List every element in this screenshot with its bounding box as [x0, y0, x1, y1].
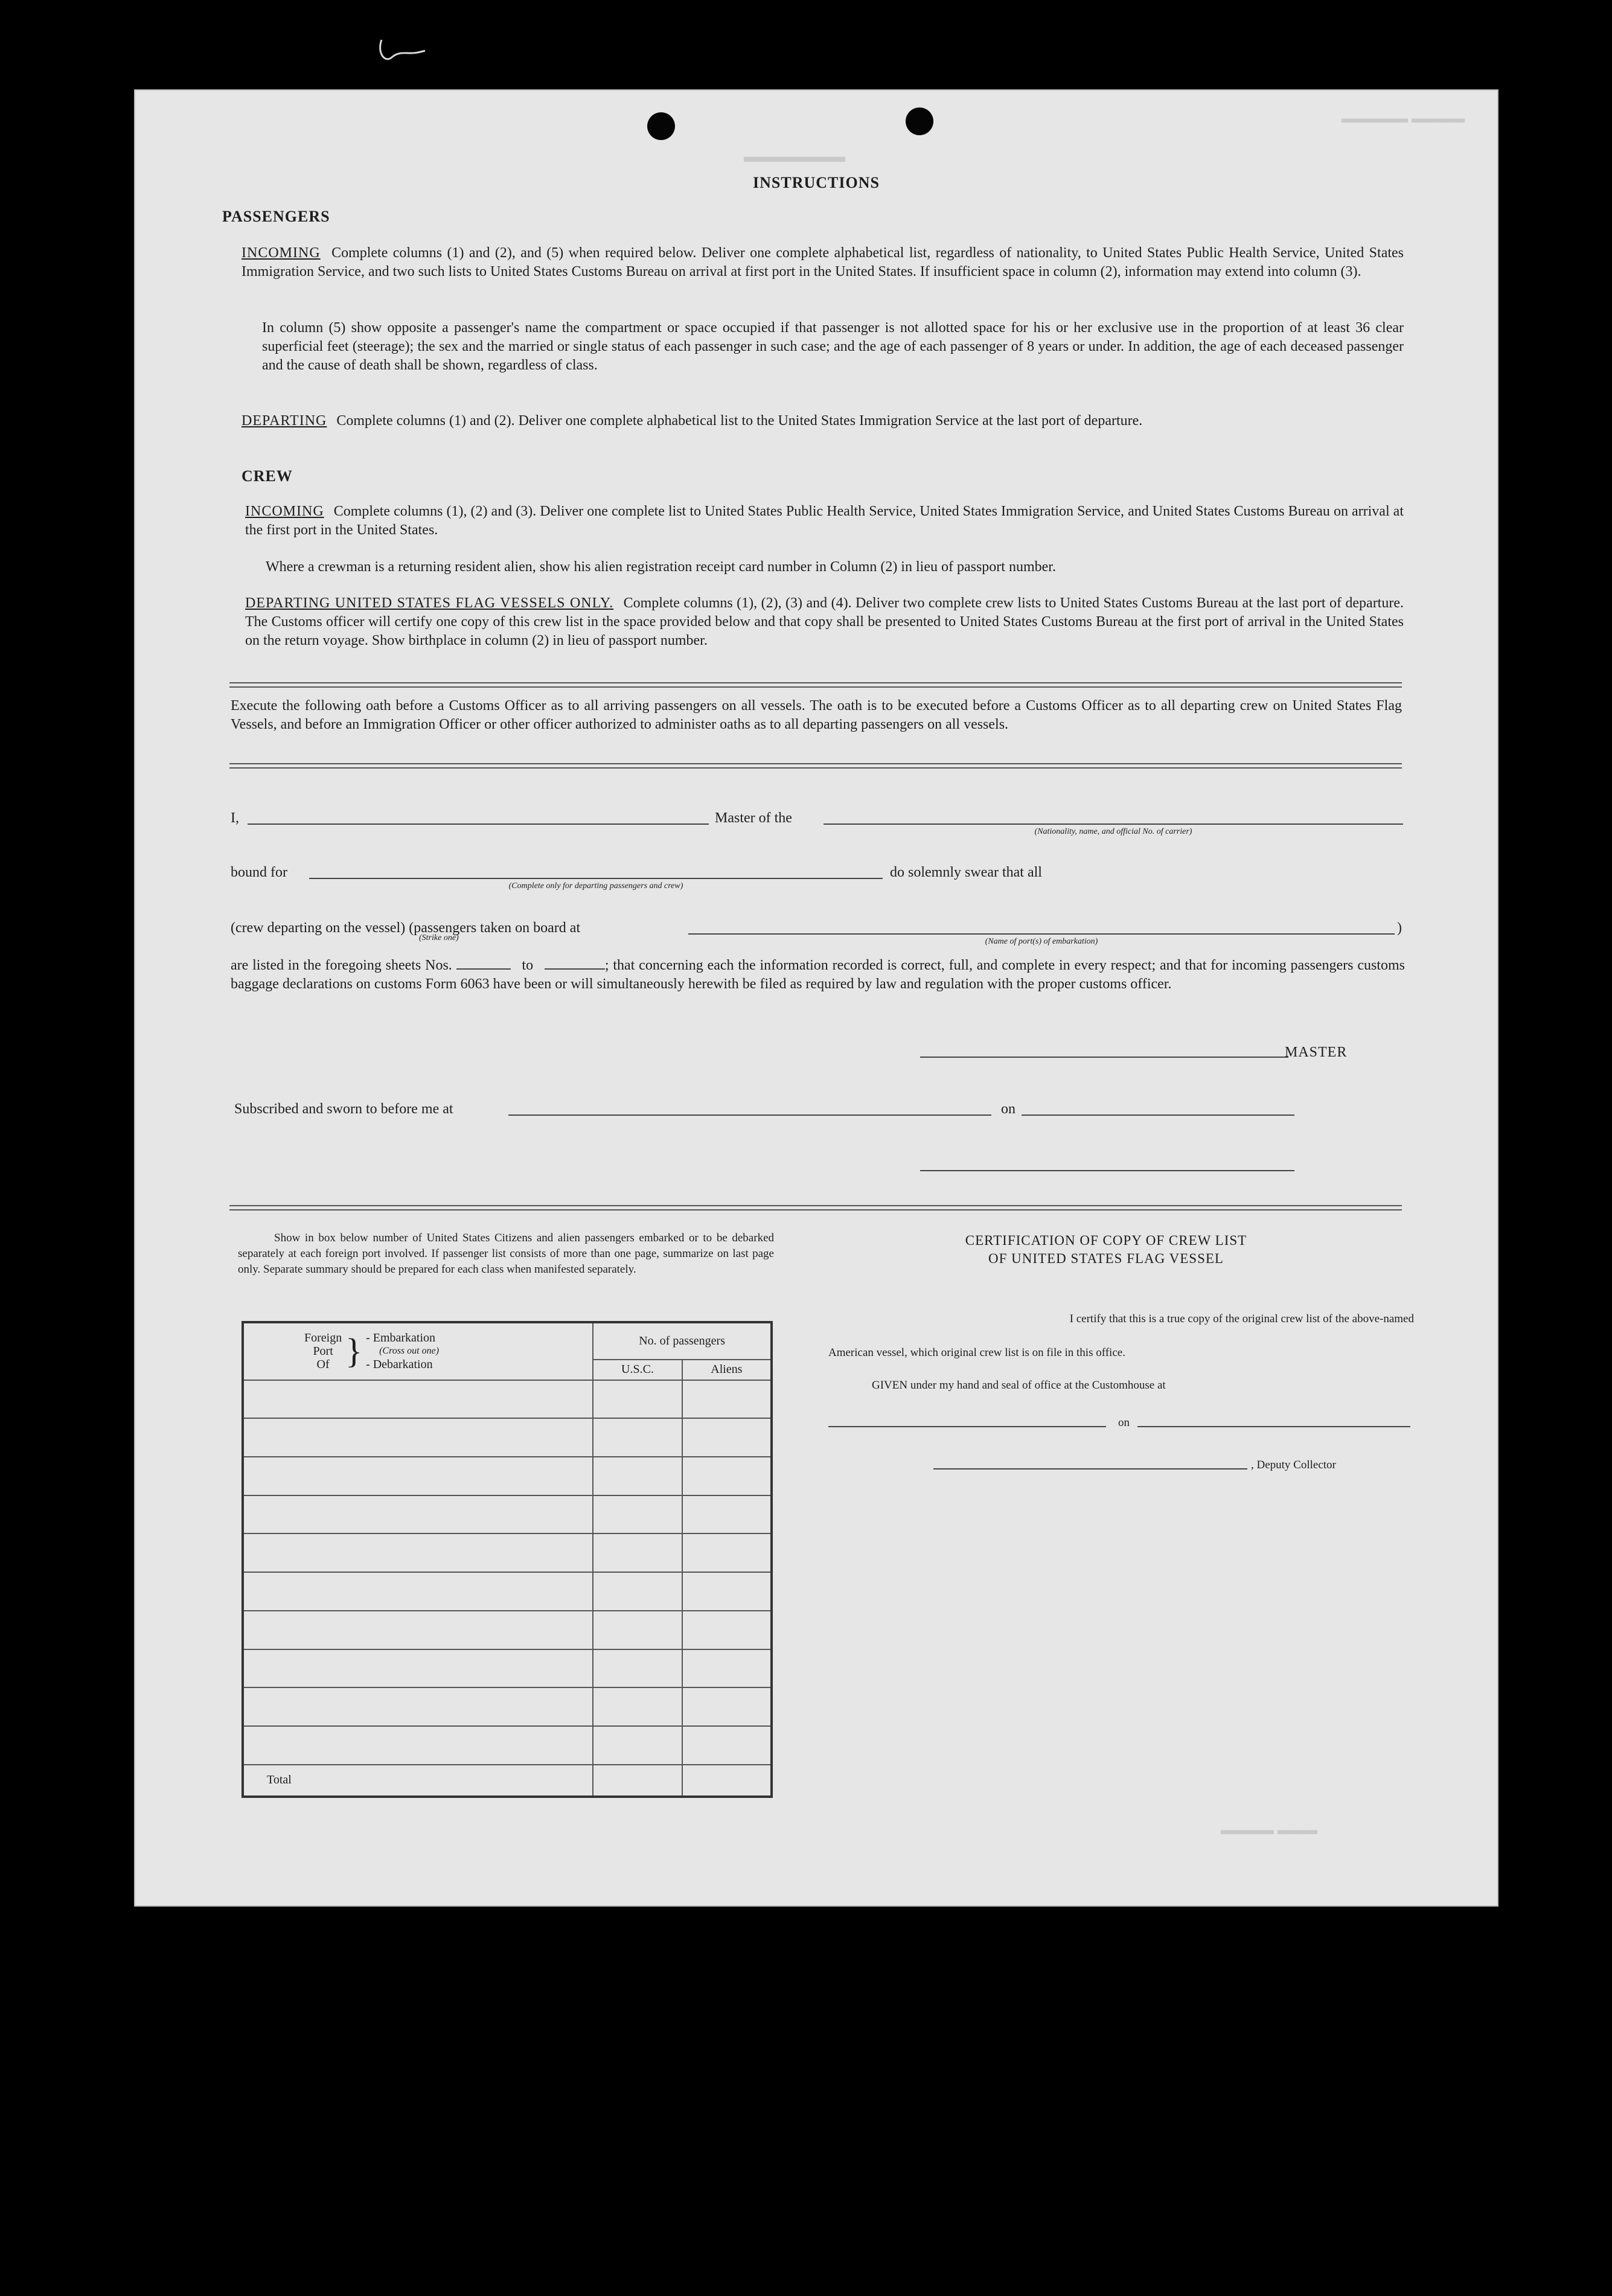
foreign-port-header — [243, 1322, 593, 1380]
divider — [229, 1205, 1402, 1210]
port-cell[interactable] — [243, 1495, 593, 1534]
master-signature-field[interactable] — [920, 1057, 1288, 1058]
port-cell[interactable] — [243, 1611, 593, 1649]
port-cell[interactable] — [243, 1687, 593, 1726]
certification-title — [913, 1232, 1299, 1268]
port-cell[interactable] — [243, 1533, 593, 1572]
port-cell[interactable] — [243, 1726, 593, 1765]
page-title: INSTRUCTIONS — [753, 174, 880, 191]
table-row — [243, 1687, 772, 1726]
bleed-through-text: ▬▬▬▬▬▬ — [744, 147, 845, 165]
table-row — [243, 1380, 772, 1419]
usc-cell[interactable] — [593, 1726, 682, 1765]
divider — [229, 763, 1402, 769]
table-row — [243, 1726, 772, 1765]
oath-i-label: I, — [231, 810, 239, 826]
aliens-header: Aliens — [682, 1360, 772, 1380]
departing-flag-vessels-label: DEPARTING UNITED STATES FLAG VESSELS ONLY. — [245, 595, 614, 611]
passengers-incoming-text: Complete columns (1) and (2), and (5) when required below. Deliver one complete alphabetical list, regardless of nationality, to United States Public Health Service, United States Immigration Service, and two such lists to United States Customs Bureau on arrival at first port in the United States. If insufficient space in column (2), information may extend into column (3). — [241, 245, 1404, 280]
aliens-cell[interactable] — [682, 1572, 772, 1611]
certification-line2: American vessel, which original crew list is on file in this office. — [828, 1346, 1125, 1359]
sworn-location-field[interactable] — [508, 1114, 991, 1116]
table-row — [243, 1457, 772, 1495]
usc-cell[interactable] — [593, 1418, 682, 1457]
table-row — [243, 1611, 772, 1649]
master-signature-label: MASTER — [1285, 1044, 1348, 1060]
officer-signature-field[interactable] — [920, 1170, 1294, 1171]
port-cell[interactable] — [243, 1572, 593, 1611]
passengers-incoming-paragraph — [241, 244, 1404, 281]
total-aliens-cell[interactable] — [682, 1765, 772, 1797]
crew-incoming-note: Where a crewman is a returning resident alien, show his alien registration receipt card number in Column (2) in lieu of passport number. — [266, 559, 1056, 575]
strike-one-caption: (Strike one) — [419, 933, 459, 942]
total-label: Total — [243, 1765, 593, 1797]
aliens-cell[interactable] — [682, 1726, 772, 1765]
bound-for-label: bound for — [231, 865, 287, 880]
port-caption: (Name of port(s) of embarkation) — [985, 937, 1098, 946]
passenger-summary-table — [241, 1321, 773, 1798]
bleed-through-text: ▬▬▬ ▬▬▬▬ — [1221, 1822, 1318, 1837]
of-label: Of — [316, 1358, 330, 1372]
sworn-date-field[interactable] — [1022, 1114, 1294, 1116]
aliens-cell[interactable] — [682, 1649, 772, 1688]
table-row — [243, 1418, 772, 1457]
crew-departing-text: Complete columns (1), (2), (3) and (4). Deliver two complete crew lists to United States Customs Bureau at the last port of departure. The Customs officer will certify one copy of this crew list in the space provided below and that copy shall be presented to United States Customs Bureau at the first port of arrival in the United States on the return voyage. Show birthplace in column (2) in lieu of passport number. — [245, 595, 1404, 648]
table-row — [243, 1495, 772, 1534]
subscribed-label: Subscribed and sworn to before me at — [234, 1101, 453, 1117]
brace-icon: } — [345, 1331, 363, 1371]
master-name-field[interactable] — [248, 823, 709, 825]
table-row — [243, 1572, 772, 1611]
deputy-collector-signature-field[interactable] — [933, 1468, 1247, 1469]
usc-header: U.S.C. — [593, 1360, 682, 1380]
punch-hole — [906, 107, 933, 135]
crew-departing-paragraph — [245, 594, 1404, 650]
strike-one-text: (crew departing on the vessel) (passengers taken on board at — [231, 920, 581, 936]
carrier-caption: (Nationality, name, and official No. of carrier) — [1034, 827, 1192, 836]
certification-date-field[interactable] — [1137, 1426, 1410, 1427]
passengers-departing-paragraph — [241, 412, 1404, 430]
document-page — [134, 89, 1498, 1907]
crew-incoming-text: Complete columns (1), (2) and (3). Deliver one complete list to United States Public Health Service, United States Immigration Service, and United States Customs Bureau on arrival at the first port in the United States. — [245, 504, 1404, 538]
passengers-heading: PASSENGERS — [222, 208, 330, 225]
usc-cell[interactable] — [593, 1687, 682, 1726]
passengers-departing-text: Complete columns (1) and (2). Deliver one complete alphabetical list to the United States Immigration Service at the last port of departure. — [336, 413, 1143, 429]
crew-incoming-paragraph — [245, 502, 1404, 540]
port-cell[interactable] — [243, 1457, 593, 1495]
carrier-field[interactable] — [824, 823, 1403, 825]
aliens-cell[interactable] — [682, 1418, 772, 1457]
deputy-collector-label: , Deputy Collector — [1251, 1459, 1336, 1471]
port-cell[interactable] — [243, 1418, 593, 1457]
port-cell[interactable] — [243, 1380, 593, 1419]
sheets-to-label: to — [522, 958, 534, 973]
sheet-from-field[interactable] — [456, 958, 511, 970]
certification-title-line1: CERTIFICATION OF COPY OF CREW LIST — [965, 1233, 1247, 1248]
table-header-row — [243, 1322, 772, 1360]
certification-line1: I certify that this is a true copy of the original crew list of the above-named — [1069, 1313, 1414, 1325]
port-cell[interactable] — [243, 1649, 593, 1688]
certification-on-label: on — [1118, 1416, 1130, 1429]
oath-instructions: Execute the following oath before a Customs Officer as to all arriving passengers on all vessels. The oath is to be executed before a Customs Officer as to all departing crew on United States Flag Vessels, and before an Immigration Officer or other officer authorized to administer oaths as to all departing passengers on all vessels. — [231, 698, 1402, 732]
usc-cell[interactable] — [593, 1533, 682, 1572]
close-paren: ) — [1397, 920, 1402, 936]
sheets-text-start: are listed in the foregoing sheets Nos. — [231, 958, 452, 973]
passengers-incoming-note: In column (5) show opposite a passenger's name the compartment or space occupied if that passenger is not allotted space for his or her exclusive use in the proportion of at least 36 clear superficial feet (steerage); the sex and the married or single status of each passenger in such case; and the age of each passenger of 8 years or under. In addition, the age of each deceased passenger and the cause of death shall be shown, regardless of class. — [262, 320, 1404, 373]
punch-hole — [647, 112, 675, 140]
incoming-label: INCOMING — [245, 504, 324, 519]
departing-label: DEPARTING — [241, 413, 327, 429]
solemnly-swear-text: do solemnly swear that all — [890, 865, 1042, 880]
foreign-label: Foreign — [304, 1331, 342, 1345]
aliens-cell[interactable] — [682, 1457, 772, 1495]
sheet-to-field[interactable] — [545, 958, 605, 970]
usc-cell[interactable] — [593, 1611, 682, 1649]
no-of-passengers-header: No. of passengers — [593, 1322, 772, 1360]
customhouse-field[interactable] — [828, 1426, 1106, 1427]
table-row — [243, 1649, 772, 1688]
total-usc-cell[interactable] — [593, 1765, 682, 1797]
embarkation-option[interactable]: - Embarkation — [366, 1331, 436, 1345]
master-of-label: Master of the — [715, 810, 792, 826]
total-row — [243, 1765, 772, 1797]
divider — [229, 682, 1402, 688]
aliens-cell[interactable] — [682, 1533, 772, 1572]
summary-instructions: Show in box below number of United States Citizens and alien passengers embarked or to be debarked separately at each foreign port involved. If passenger list consists of more than one page, summarize on last page only. Separate summary should be prepared for each class when manifested separately. — [238, 1232, 774, 1276]
usc-cell[interactable] — [593, 1457, 682, 1495]
sheets-statement — [231, 956, 1405, 994]
usc-cell[interactable] — [593, 1380, 682, 1419]
usc-cell[interactable] — [593, 1495, 682, 1534]
aliens-cell[interactable] — [682, 1611, 772, 1649]
aliens-cell[interactable] — [682, 1495, 772, 1534]
sheets-text-end: ; that concerning each the information recorded is correct, full, and complete in every respect; and that for incoming passengers customs baggage declarations on customs Form 6063 have been or will simultaneously herewith be filed as required by law and regulation with the proper customs officer. — [231, 958, 1405, 992]
aliens-cell[interactable] — [682, 1380, 772, 1419]
table-row — [243, 1533, 772, 1572]
sworn-on-label: on — [1001, 1101, 1015, 1117]
port-label: Port — [313, 1345, 333, 1358]
embarkation-port-field[interactable] — [688, 933, 1395, 935]
pen-scribble-icon — [374, 35, 429, 71]
usc-cell[interactable] — [593, 1572, 682, 1611]
usc-cell[interactable] — [593, 1649, 682, 1688]
crew-heading: CREW — [241, 467, 293, 485]
aliens-cell[interactable] — [682, 1687, 772, 1726]
debarkation-option[interactable]: - Debarkation — [366, 1358, 433, 1372]
bound-for-caption: (Complete only for departing passengers and crew) — [508, 881, 683, 891]
bleed-through-text: ▬▬▬▬ ▬▬▬▬▬ — [1342, 110, 1465, 126]
cross-out-note: (Cross out one) — [379, 1346, 440, 1357]
certification-line3: GIVEN under my hand and seal of office at the Customhouse at — [872, 1379, 1166, 1392]
certification-title-line2: OF UNITED STATES FLAG VESSEL — [988, 1251, 1224, 1266]
bound-for-field[interactable] — [309, 878, 883, 879]
incoming-label: INCOMING — [241, 245, 321, 261]
